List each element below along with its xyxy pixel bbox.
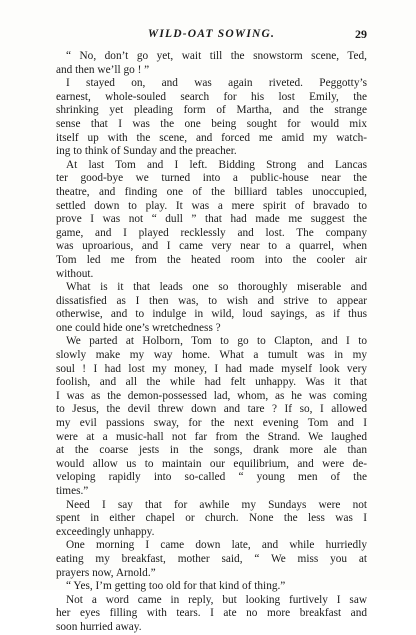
text-line: prayers now, Arnold.” [56, 566, 156, 579]
text-line: At last Tom and I left. Bidding Strong and Lancas [66, 158, 367, 171]
text-line: “ Yes, I’m getting too old for that kind of thing.” [66, 580, 286, 593]
text-line: We parted at Holborn, Tom to go to Clapton, and I to [66, 335, 367, 348]
text-line: would allow us to maintain our equilibrium, and were de- [56, 457, 367, 470]
body-text [56, 50, 367, 635]
text-line: times.” [56, 485, 89, 497]
text-line: sense that I was the one being sought for would mix [56, 117, 367, 130]
text-line: were at a music-hall not far from the Strand. We laughed [56, 430, 367, 443]
text-line: spent in either chapel or church. None the less was I [56, 512, 367, 525]
text-line: game, and I played recklessly and lost. The company [56, 226, 367, 239]
text-line: one could hide one’s wretchedness ? [56, 321, 221, 334]
text-line: otherwise, and to indulge in wild, loud sayings, as if thus [56, 308, 367, 321]
text-line: I stayed on, and was again riveted. Peggotty’s [66, 77, 367, 90]
text-line: earnest, whole-souled search for his lost Emily, the [56, 90, 367, 103]
text-line: shrinking yet pleading form of Martha, and the strange [56, 104, 367, 117]
text-line: without. [56, 267, 94, 280]
text-line: prove I was not “ dull ” that had made me suggest the [56, 213, 367, 226]
text-line: itself up with the scene, and forced me amid my watch- [56, 131, 367, 144]
text-line: exceedingly unhappy. [56, 525, 155, 538]
text-line: veloping rapidly into so-called “ young men of the [56, 471, 367, 484]
text-line: Not a word came in reply, but looking furtively I saw [66, 593, 367, 606]
text-line: settled down to play. It was a mere spirit of bravado to [56, 199, 367, 212]
text-line: One morning I came down late, and while hurriedly [66, 539, 367, 552]
text-line: I was as the demon-possessed lad, whom, as he was coming [56, 389, 367, 402]
text-line: her eyes filling with tears. I ate no more breakfast and [56, 607, 367, 620]
text-line: “ No, don’t go yet, wait till the snowstorm scene, Ted, [66, 50, 367, 62]
text-line: to Jesus, the devil threw down and tare ? If so, I allowed [56, 403, 367, 416]
running-title: WILD-OAT SOWING. [147, 28, 276, 40]
text-line: slowly make my way home. What a tumult was in my [56, 349, 367, 362]
text-line: and then we’ll go ! ” [56, 63, 150, 76]
text-line: dissatisfied as I then was, to wish and strive to appear [56, 294, 367, 307]
text-line: soul ! I had lost my money, I had made myself look very [56, 362, 367, 375]
page-number: 29 [355, 27, 367, 41]
text-line: Tom led me from the heated room into the cooler air [56, 253, 367, 266]
text-line: ter good-bye we turned into a public-house near the [56, 172, 367, 185]
text-line: soon hurried away. [56, 620, 142, 633]
running-head [56, 28, 367, 44]
text-line: theatre, and finding one of the billiard tables unoccupied, [56, 185, 367, 198]
text-line: ing to think of Sunday and the preacher. [56, 145, 237, 158]
text-line: was uproarious, and I came very near to a quarrel, when [56, 240, 367, 253]
text-line: What is it that leads one so thoroughly miserable and [66, 281, 367, 294]
text-line: foolish, and all the while had felt unhappy. Was it that [56, 376, 367, 389]
text-line: my evil passions sway, for the next evening Tom and I [56, 417, 367, 430]
text-line: Need I say that for awhile my Sundays were not [66, 498, 367, 511]
text-line: at the coarse jests in the songs, drank more ale than [56, 444, 367, 457]
text-line: eating my breakfast, mother said, “ We miss you at [56, 552, 367, 565]
